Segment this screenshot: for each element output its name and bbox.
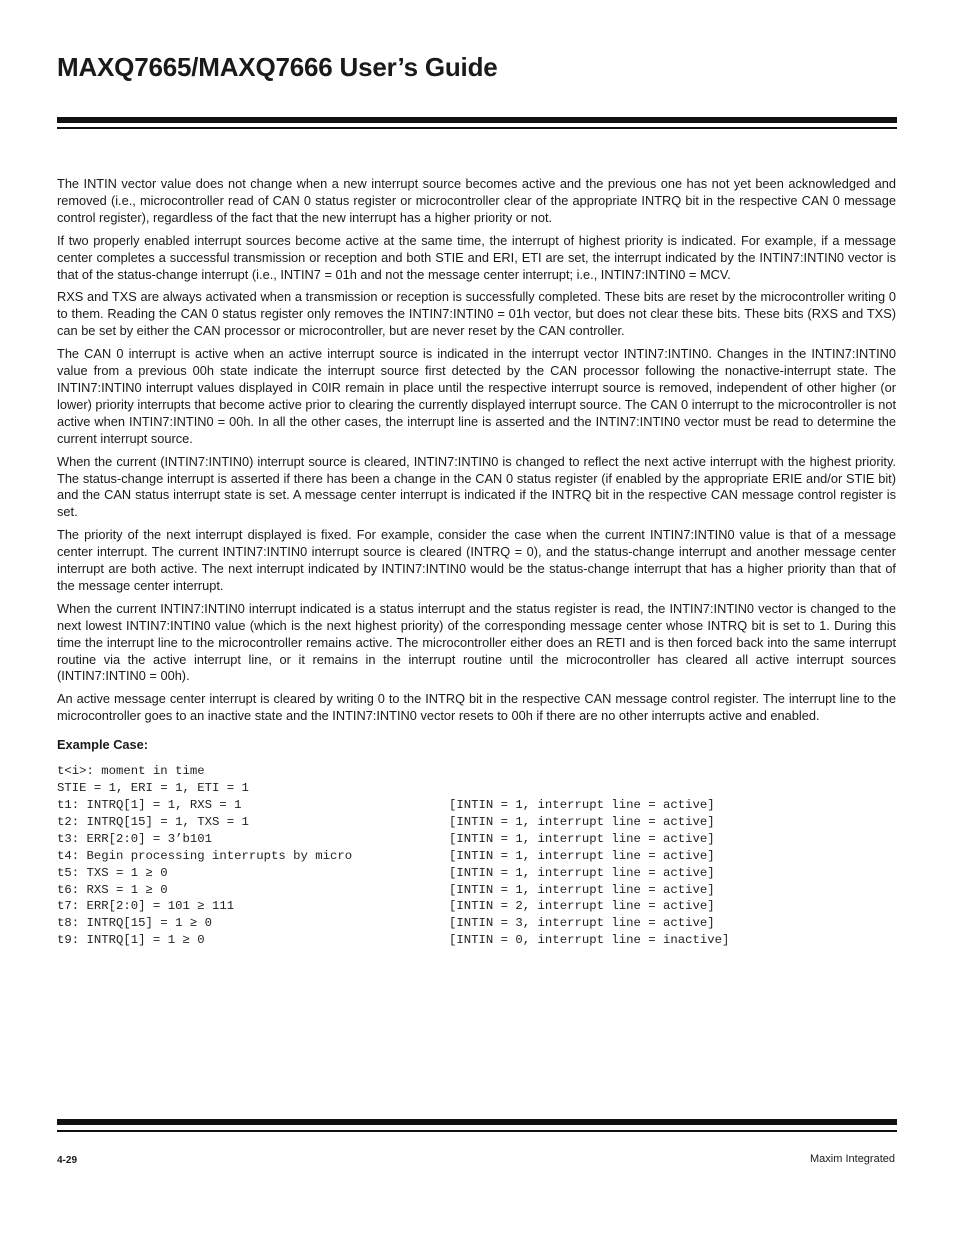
code-line (57, 780, 896, 797)
code-left: t<i>: moment in time (57, 764, 205, 779)
paragraph: RXS and TXS are always activated when a transmission or reception is successfully completed. These bits are reset by the microcontroller writing 0 to them. Reading the CAN 0 status register only removes the INTIN7:INTIN0 = 01h vector, but does not clear these bits. These bits (RXS and TXS) can be set by either the CAN processor or microcontroller, but are never reset by the CAN controller. (57, 289, 896, 339)
code-left: STIE = 1, ERI = 1, ETI = 1 (57, 781, 249, 796)
code-right: [INTIN = 2, interrupt line = active] (449, 899, 715, 914)
body-content (57, 176, 896, 949)
code-line (57, 797, 896, 814)
code-right: [INTIN = 1, interrupt line = active] (449, 848, 715, 863)
paragraph: The INTIN vector value does not change when a new interrupt source becomes active and the previous one has not yet been acknowledged and removed (i.e., microcontroller read of CAN 0 status register or microcontroller clear of the appropriate INTRQ bit in the respective CAN 0 message control register), regardless of the fact that the new interrupt has a higher priority or not. (57, 176, 896, 225)
code-left: t3: ERR[2:0] = 3’b101 (57, 831, 212, 846)
code-line (57, 898, 896, 915)
example-heading: Example Case: (57, 737, 149, 753)
code-left: t1: INTRQ[1] = 1, RXS = 1 (57, 798, 242, 812)
code-line (57, 865, 896, 882)
code-line (57, 831, 896, 848)
paragraph: An active message center interrupt is cleared by writing 0 to the INTRQ bit in the respective CAN message control register. The interrupt line to the microcontroller goes to an inactive state and the INTIN7:INTIN0 vector resets to 00h if there are no other interrupts active and enabled. (57, 691, 896, 724)
page-number: 4-29 (57, 1155, 78, 1166)
paragraph: The priority of the next interrupt displayed is fixed. For example, consider the case when the current INTIN7:INTIN0 value is that of a message center interrupt. The current INTIN7:INTIN0 interrupt source is cleared (INTRQ = 0), and the status-change interrupt and another message center interrupt are both active. The next interrupt indicated by INTIN7:INTIN0 would be the status-change interrupt that has a higher priority than that of the message center interrupt. (57, 527, 896, 593)
page-title: MAXQ7665/MAXQ7666 User’s Guide (57, 52, 498, 82)
footer-rule-thin (57, 1130, 897, 1132)
code-right: [INTIN = 0, interrupt line = inactive] (449, 933, 730, 948)
code-left: t4: Begin processing interrupts by micro (57, 848, 353, 863)
code-right: [INTIN = 1, interrupt line = active] (449, 798, 715, 812)
code-left: t6: RXS = 1 ≥ 0 (57, 882, 168, 897)
code-right: [INTIN = 1, interrupt line = active] (449, 882, 715, 897)
code-line (57, 882, 896, 899)
paragraph: The CAN 0 interrupt is active when an active interrupt source is indicated in the interrupt vector INTIN7:INTIN0. Changes in the INTIN7:INTIN0 value from a previous 00h state indicate the interrupt source first detected by the CAN processor following the nonactive-interrupt state. The INTIN7:INTIN0 interrupt values displayed in C0IR remain in place until the respective interrupt source is removed, independent of other higher (or lower) priority interrupts that become active prior to clearing the currently displayed interrupt source. The CAN 0 interrupt to the microcontroller is not active when INTIN7:INTIN0 = 00h. In all the other cases, the interrupt line is asserted and the INTIN7:INTIN0 vector must be read to determine the current interrupt source. (57, 346, 896, 446)
code-right: [INTIN = 3, interrupt line = active] (449, 916, 715, 931)
code-left: t8: INTRQ[15] = 1 ≥ 0 (57, 916, 212, 931)
code-left: t9: INTRQ[1] = 1 ≥ 0 (57, 933, 205, 948)
code-line (57, 915, 896, 932)
code-line (57, 932, 896, 949)
code-left: t5: TXS = 1 ≥ 0 (57, 865, 168, 880)
code-right: [INTIN = 1, interrupt line = active] (449, 865, 715, 880)
code-left: t2: INTRQ[15] = 1, TXS = 1 (57, 814, 249, 829)
paragraph: When the current (INTIN7:INTIN0) interrupt source is cleared, INTIN7:INTIN0 is changed to reflect the next active interrupt with the highest priority. The status-change interrupt is asserted if there has been a change in the CAN 0 status register (if enabled by the appropriate ERIE and/or STIE bit) and the CAN status interrupt state is set. A message center interrupt is indicated if the INTRQ bit in the respective CAN message control register is set. (57, 453, 896, 520)
code-left: t7: ERR[2:0] = 101 ≥ 111 (57, 899, 235, 914)
code-right: [INTIN = 1, interrupt line = active] (449, 814, 715, 829)
paragraph: When the current INTIN7:INTIN0 interrupt indicated is a status interrupt and the status register is read, the INTIN7:INTIN0 vector is changed to the next lowest INTIN7:INTIN0 value (which is the next highest priority) of the corresponding message center whose INTRQ bit is set to 1. During this time the interrupt line to the microcontroller remains active. The microcontroller either does an RETI and is then forced back into the same interrupt routine via the active interrupt line, or it remains in the interrupt routine until the microcontroller has cleared all active interrupt sources (INTIN7:INTIN0 = 00h). (57, 600, 896, 684)
code-line (57, 763, 896, 780)
example-code-block (57, 763, 896, 949)
paragraph: If two properly enabled interrupt sources become active at the same time, the interrupt of highest priority is indicated. For example, if a message center completes a successful transmission or reception and both STIE and ERI, ETI are set, the interrupt indicated by the INTIN7:INTIN0 vector is that of the status-change interrupt (i.e., INTIN7 = 01h and not the message center interrupt; i.e., INTIN7:INTIN0 = MCV. (57, 232, 896, 282)
company-name: Maxim Integrated (810, 1153, 895, 1165)
code-line (57, 814, 896, 831)
code-line (57, 848, 896, 865)
code-right: [INTIN = 1, interrupt line = active] (449, 831, 715, 846)
footer-rule-thick (57, 1119, 897, 1125)
header-rule-thick (57, 117, 897, 123)
header-rule-thin (57, 127, 897, 129)
